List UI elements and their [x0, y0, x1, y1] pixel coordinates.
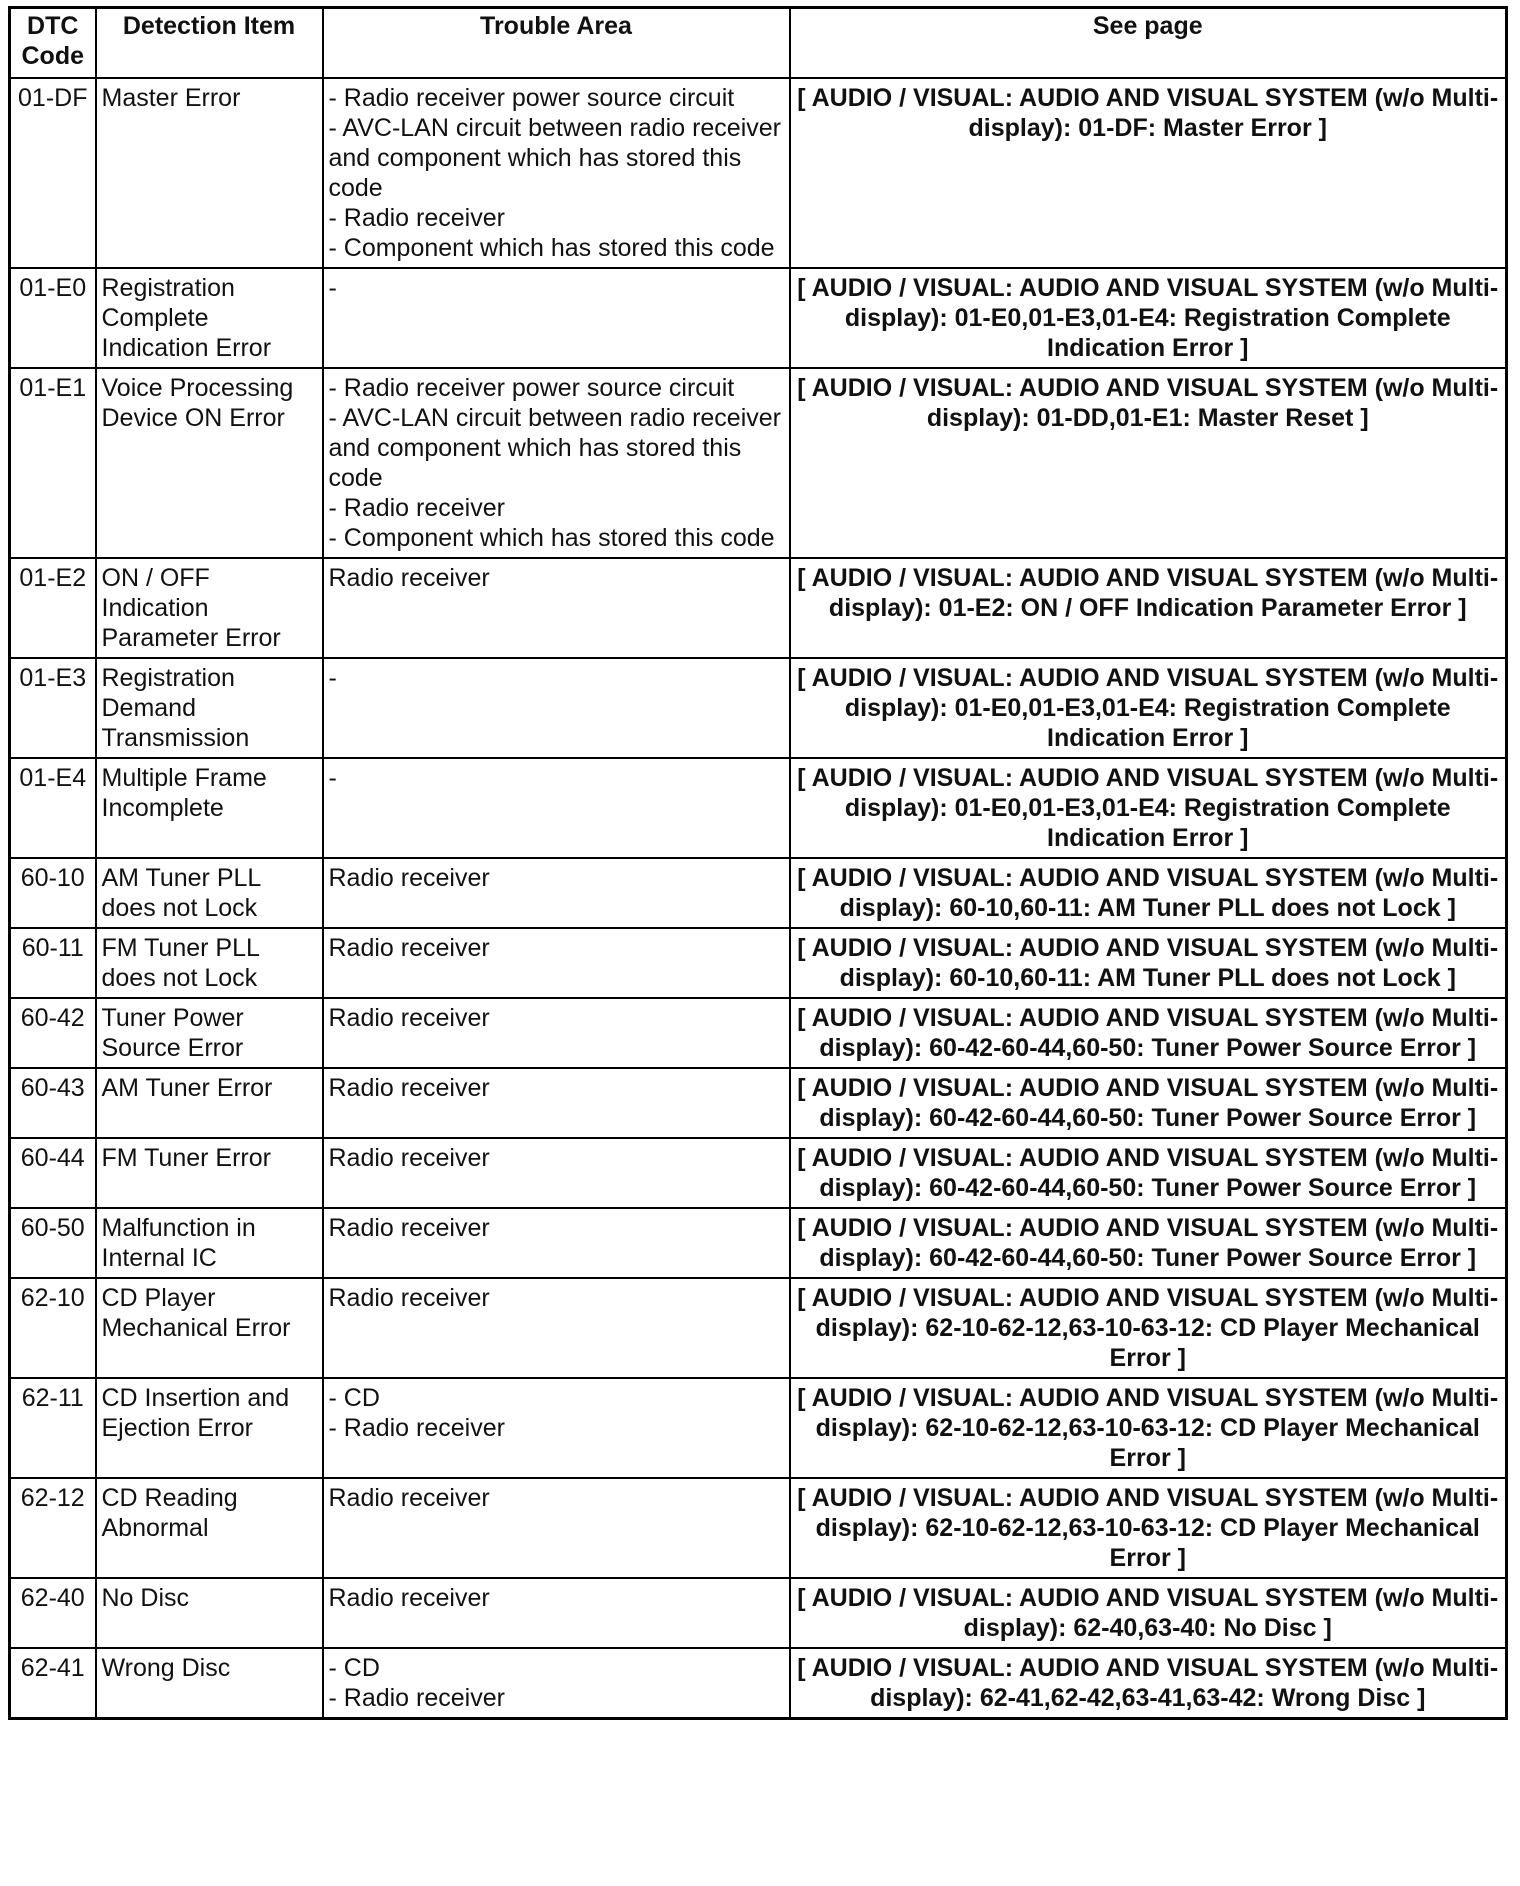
dtc-table — [8, 6, 1508, 1720]
see-page-link[interactable]: [ AUDIO / VISUAL: AUDIO AND VISUAL SYSTEM (w/o Multi-display): 62-10-62-12,63-10-63-12: CD Player Mechanical Error ] — [790, 1478, 1507, 1578]
dtc-code-cell: 62-41 — [10, 1648, 96, 1719]
see-page-link[interactable]: [ AUDIO / VISUAL: AUDIO AND VISUAL SYSTEM (w/o Multi-display): 60-42-60-44,60-50: Tuner Power Source Error ] — [790, 1068, 1507, 1138]
trouble-area-cell: - — [323, 268, 790, 368]
trouble-area-cell: Radio receiver — [323, 1138, 790, 1208]
table-row — [10, 758, 1507, 858]
detection-item-cell: Tuner Power Source Error — [96, 998, 323, 1068]
table-row — [10, 998, 1507, 1068]
table-row — [10, 558, 1507, 658]
detection-item-cell: CD Player Mechanical Error — [96, 1278, 323, 1378]
see-page-link[interactable]: [ AUDIO / VISUAL: AUDIO AND VISUAL SYSTEM (w/o Multi-display): 01-DD,01-E1: Master Reset ] — [790, 368, 1507, 558]
table-row — [10, 1138, 1507, 1208]
header-detection-item: Detection Item — [96, 8, 323, 79]
trouble-area-cell: Radio receiver — [323, 1478, 790, 1578]
see-page-link[interactable]: [ AUDIO / VISUAL: AUDIO AND VISUAL SYSTEM (w/o Multi-display): 60-42-60-44,60-50: Tuner Power Source Error ] — [790, 998, 1507, 1068]
see-page-link[interactable]: [ AUDIO / VISUAL: AUDIO AND VISUAL SYSTEM (w/o Multi-display): 62-10-62-12,63-10-63-12: CD Player Mechanical Error ] — [790, 1278, 1507, 1378]
detection-item-cell: CD Reading Abnormal — [96, 1478, 323, 1578]
detection-item-cell: Malfunction in Internal IC — [96, 1208, 323, 1278]
trouble-area-cell: Radio receiver — [323, 928, 790, 998]
dtc-code-cell: 62-11 — [10, 1378, 96, 1478]
table-row — [10, 1478, 1507, 1578]
header-trouble-area: Trouble Area — [323, 8, 790, 79]
dtc-code-cell: 60-11 — [10, 928, 96, 998]
detection-item-cell: Registration Complete Indication Error — [96, 268, 323, 368]
see-page-link[interactable]: [ AUDIO / VISUAL: AUDIO AND VISUAL SYSTEM (w/o Multi-display): 62-41,62-42,63-41,63-42: Wrong Disc ] — [790, 1648, 1507, 1719]
see-page-link[interactable]: [ AUDIO / VISUAL: AUDIO AND VISUAL SYSTEM (w/o Multi-display): 60-42-60-44,60-50: Tuner Power Source Error ] — [790, 1208, 1507, 1278]
dtc-code-cell: 60-42 — [10, 998, 96, 1068]
detection-item-cell: CD Insertion and Ejection Error — [96, 1378, 323, 1478]
see-page-link[interactable]: [ AUDIO / VISUAL: AUDIO AND VISUAL SYSTEM (w/o Multi-display): 62-40,63-40: No Disc ] — [790, 1578, 1507, 1648]
detection-item-cell: ON / OFF Indication Parameter Error — [96, 558, 323, 658]
table-row — [10, 928, 1507, 998]
trouble-area-cell: Radio receiver — [323, 858, 790, 928]
trouble-area-cell: - CD - Radio receiver — [323, 1378, 790, 1478]
detection-item-cell: AM Tuner PLL does not Lock — [96, 858, 323, 928]
detection-item-cell: No Disc — [96, 1578, 323, 1648]
table-body — [10, 78, 1507, 1719]
detection-item-cell: FM Tuner PLL does not Lock — [96, 928, 323, 998]
detection-item-cell: AM Tuner Error — [96, 1068, 323, 1138]
trouble-area-cell: - — [323, 658, 790, 758]
dtc-code-cell: 60-10 — [10, 858, 96, 928]
see-page-link[interactable]: [ AUDIO / VISUAL: AUDIO AND VISUAL SYSTEM (w/o Multi-display): 60-10,60-11: AM Tuner PLL does not Lock ] — [790, 858, 1507, 928]
see-page-link[interactable]: [ AUDIO / VISUAL: AUDIO AND VISUAL SYSTEM (w/o Multi-display): 01-DF: Master Error ] — [790, 78, 1507, 268]
header-row — [10, 8, 1507, 79]
table-row — [10, 1378, 1507, 1478]
trouble-area-cell: Radio receiver — [323, 1278, 790, 1378]
table-row — [10, 368, 1507, 558]
dtc-code-cell: 01-E3 — [10, 658, 96, 758]
table-row — [10, 268, 1507, 368]
dtc-code-cell: 01-E4 — [10, 758, 96, 858]
dtc-code-cell: 60-50 — [10, 1208, 96, 1278]
dtc-code-cell: 62-10 — [10, 1278, 96, 1378]
dtc-code-cell: 01-E0 — [10, 268, 96, 368]
detection-item-cell: Voice Processing Device ON Error — [96, 368, 323, 558]
see-page-link[interactable]: [ AUDIO / VISUAL: AUDIO AND VISUAL SYSTEM (w/o Multi-display): 01-E0,01-E3,01-E4: Registration Complete Indication Error ] — [790, 758, 1507, 858]
dtc-code-cell: 60-44 — [10, 1138, 96, 1208]
trouble-area-cell: Radio receiver — [323, 998, 790, 1068]
table-row — [10, 1578, 1507, 1648]
table-row — [10, 1278, 1507, 1378]
table-row — [10, 1208, 1507, 1278]
detection-item-cell: Registration Demand Transmission — [96, 658, 323, 758]
see-page-link[interactable]: [ AUDIO / VISUAL: AUDIO AND VISUAL SYSTEM (w/o Multi-display): 01-E2: ON / OFF Indication Parameter Error ] — [790, 558, 1507, 658]
detection-item-cell: Master Error — [96, 78, 323, 268]
table-row — [10, 858, 1507, 928]
dtc-code-cell: 60-43 — [10, 1068, 96, 1138]
trouble-area-cell: Radio receiver — [323, 1578, 790, 1648]
dtc-code-cell: 01-DF — [10, 78, 96, 268]
see-page-link[interactable]: [ AUDIO / VISUAL: AUDIO AND VISUAL SYSTEM (w/o Multi-display): 60-10,60-11: AM Tuner PLL does not Lock ] — [790, 928, 1507, 998]
table-row — [10, 1068, 1507, 1138]
see-page-link[interactable]: [ AUDIO / VISUAL: AUDIO AND VISUAL SYSTEM (w/o Multi-display): 01-E0,01-E3,01-E4: Registration Complete Indication Error ] — [790, 268, 1507, 368]
trouble-area-cell: - Radio receiver power source circuit - AVC-LAN circuit between radio receiver and component which has stored this code - Radio receiver - Component which has stored this code — [323, 368, 790, 558]
trouble-area-cell: - — [323, 758, 790, 858]
dtc-code-cell: 01-E2 — [10, 558, 96, 658]
see-page-link[interactable]: [ AUDIO / VISUAL: AUDIO AND VISUAL SYSTEM (w/o Multi-display): 62-10-62-12,63-10-63-12: CD Player Mechanical Error ] — [790, 1378, 1507, 1478]
see-page-link[interactable]: [ AUDIO / VISUAL: AUDIO AND VISUAL SYSTEM (w/o Multi-display): 60-42-60-44,60-50: Tuner Power Source Error ] — [790, 1138, 1507, 1208]
table-row — [10, 1648, 1507, 1719]
detection-item-cell: FM Tuner Error — [96, 1138, 323, 1208]
header-dtc-code: DTC Code — [10, 8, 96, 79]
dtc-code-cell: 62-40 — [10, 1578, 96, 1648]
trouble-area-cell: - Radio receiver power source circuit - AVC-LAN circuit between radio receiver and component which has stored this code - Radio receiver - Component which has stored this code — [323, 78, 790, 268]
detection-item-cell: Wrong Disc — [96, 1648, 323, 1719]
trouble-area-cell: Radio receiver — [323, 1208, 790, 1278]
table-row — [10, 658, 1507, 758]
dtc-code-cell: 62-12 — [10, 1478, 96, 1578]
trouble-area-cell: - CD - Radio receiver — [323, 1648, 790, 1719]
dtc-code-cell: 01-E1 — [10, 368, 96, 558]
header-see-page: See page — [790, 8, 1507, 79]
table-header — [10, 8, 1507, 79]
see-page-link[interactable]: [ AUDIO / VISUAL: AUDIO AND VISUAL SYSTEM (w/o Multi-display): 01-E0,01-E3,01-E4: Registration Complete Indication Error ] — [790, 658, 1507, 758]
trouble-area-cell: Radio receiver — [323, 558, 790, 658]
trouble-area-cell: Radio receiver — [323, 1068, 790, 1138]
table-row — [10, 78, 1507, 268]
detection-item-cell: Multiple Frame Incomplete — [96, 758, 323, 858]
